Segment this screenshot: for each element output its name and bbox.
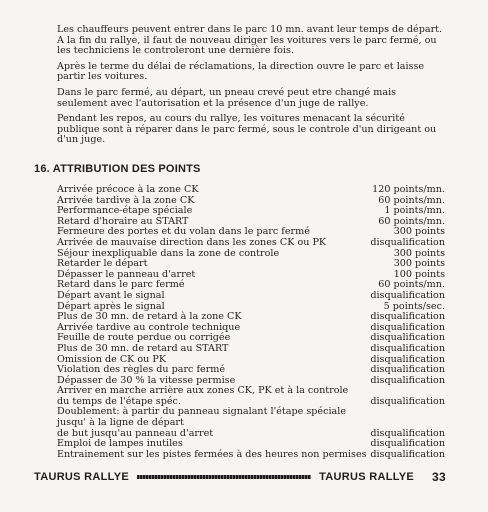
rule-value: disqualification — [370, 236, 445, 248]
rule-value: 300 points — [393, 247, 445, 259]
table-row — [57, 407, 445, 439]
rule-value: disqualification — [370, 427, 445, 439]
rule-label: Violation des règles du parc fermé — [57, 364, 226, 376]
rule-value: 120 points/mn. — [372, 184, 445, 195]
rule-value: disqualification — [370, 321, 445, 333]
rule-value: disqualification — [370, 364, 445, 376]
rule-value: disqualification — [370, 332, 445, 344]
rule-value: 100 points — [393, 268, 445, 280]
rule-value: disqualification — [370, 353, 445, 365]
rule-label: Entrainement sur les pistes fermées à des heures non permises — [57, 448, 367, 460]
rule-value: disqualification — [370, 342, 445, 354]
rule-label: Arriver en marche arrière aux zones CK, PK et à la controle du temps de l'étape spéc. — [57, 385, 349, 407]
rule-label: Feuille de route perdue ou corrigée — [57, 332, 231, 344]
rule-label: Arrivée de mauvaise direction dans les zones CK ou PK — [57, 236, 327, 248]
rule-value: disqualification — [370, 438, 445, 450]
page-number: 33 — [432, 470, 446, 484]
rule-value: 60 points/mn. — [378, 194, 445, 206]
rule-value: 60 points/mn. — [378, 215, 445, 227]
rule-label: Fermeure des portes et du volan dans le parc fermé — [57, 226, 310, 238]
rule-value: 300 points — [393, 226, 445, 238]
rule-label: Arrivée tardive au controle technique — [57, 321, 241, 333]
table-row — [57, 344, 445, 355]
table-row — [57, 386, 445, 407]
rule-label: Plus de 30 mn. de retard à la zone CK — [57, 311, 242, 323]
table-row — [57, 238, 445, 249]
table-row — [57, 291, 445, 302]
rule-label: Emploi de lampes inutiles — [57, 438, 183, 450]
paragraph: Après le terme du délai de réclamations, la direction ouvre le parc et laisse partir les voitures. — [57, 60, 425, 83]
paragraph: Pendant les repos, au cours du rallye, les voitures menacant la sécurité publique sont à réparer dans le parc fermé, sous le controle d'un dirigeant ou d'un juge. — [57, 113, 437, 146]
paragraph: Dans le parc fermé, au départ, un pneau crevé peut etre changé mais seulement avec l'autorisation et la présence d'un juge de rallye. — [57, 86, 397, 109]
rule-value: 300 points — [393, 258, 445, 270]
rule-value: disqualification — [370, 289, 445, 301]
page-footer — [34, 470, 446, 484]
rule-label: Séjour inexpliquable dans la zone de controle — [57, 247, 280, 259]
rule-label: Doublement: à partir du panneau signalant l'étape spéciale jusqu' à la ligne de départ de but jusqu'au panneau d'arret — [57, 406, 346, 439]
rule-label: Retard d'horaire au START — [57, 215, 189, 227]
paragraph: Les chauffeurs peuvent entrer dans le parc 10 mn. avant leur temps de départ. A la fin du rallye, il faut de nouveau diriger les voitures vers le parc fermé, ou les techniciens le controleront une dernière fois. — [57, 24, 443, 57]
rule-value: 60 points/mn. — [378, 279, 445, 291]
table-row — [57, 185, 445, 196]
footer-title-left: TAURUS RALLYE — [34, 471, 129, 483]
section-heading: 16. ATTRIBUTION DES POINTS — [34, 163, 201, 175]
rule-label: Départ après le signal — [57, 300, 165, 312]
rule-label: Performance-étape spéciale — [57, 205, 193, 217]
rule-value: disqualification — [370, 448, 445, 460]
rule-label: Arrivée précoce à la zone CK — [57, 184, 199, 195]
rules-paragraphs — [57, 25, 443, 151]
rule-label: Départ avant le signal — [57, 289, 165, 301]
rule-label: Retard dans le parc fermé — [57, 279, 185, 291]
footer-divider — [137, 475, 311, 479]
rule-value: disqualification — [370, 395, 445, 407]
table-row — [57, 450, 445, 461]
rule-label: Dépasser de 30 % la vitesse permise — [57, 374, 236, 386]
rule-label: Retarder le départ — [57, 258, 148, 270]
rule-value: disqualification — [370, 374, 445, 386]
footer-title-right: TAURUS RALLYE — [319, 471, 415, 483]
rule-value: 5 points/sec. — [383, 300, 445, 312]
rule-label: Omission de CK ou PK — [57, 353, 167, 365]
rule-value: disqualification — [370, 311, 445, 323]
points-table — [57, 185, 445, 460]
rule-value: 1 points/mn. — [384, 205, 445, 217]
rule-label: Dépasser le panneau d'arret — [57, 268, 196, 280]
rule-label: Plus de 30 mn. de retard au START — [57, 342, 229, 354]
rule-label: Arrivée tardive à la zone CK — [57, 194, 195, 206]
